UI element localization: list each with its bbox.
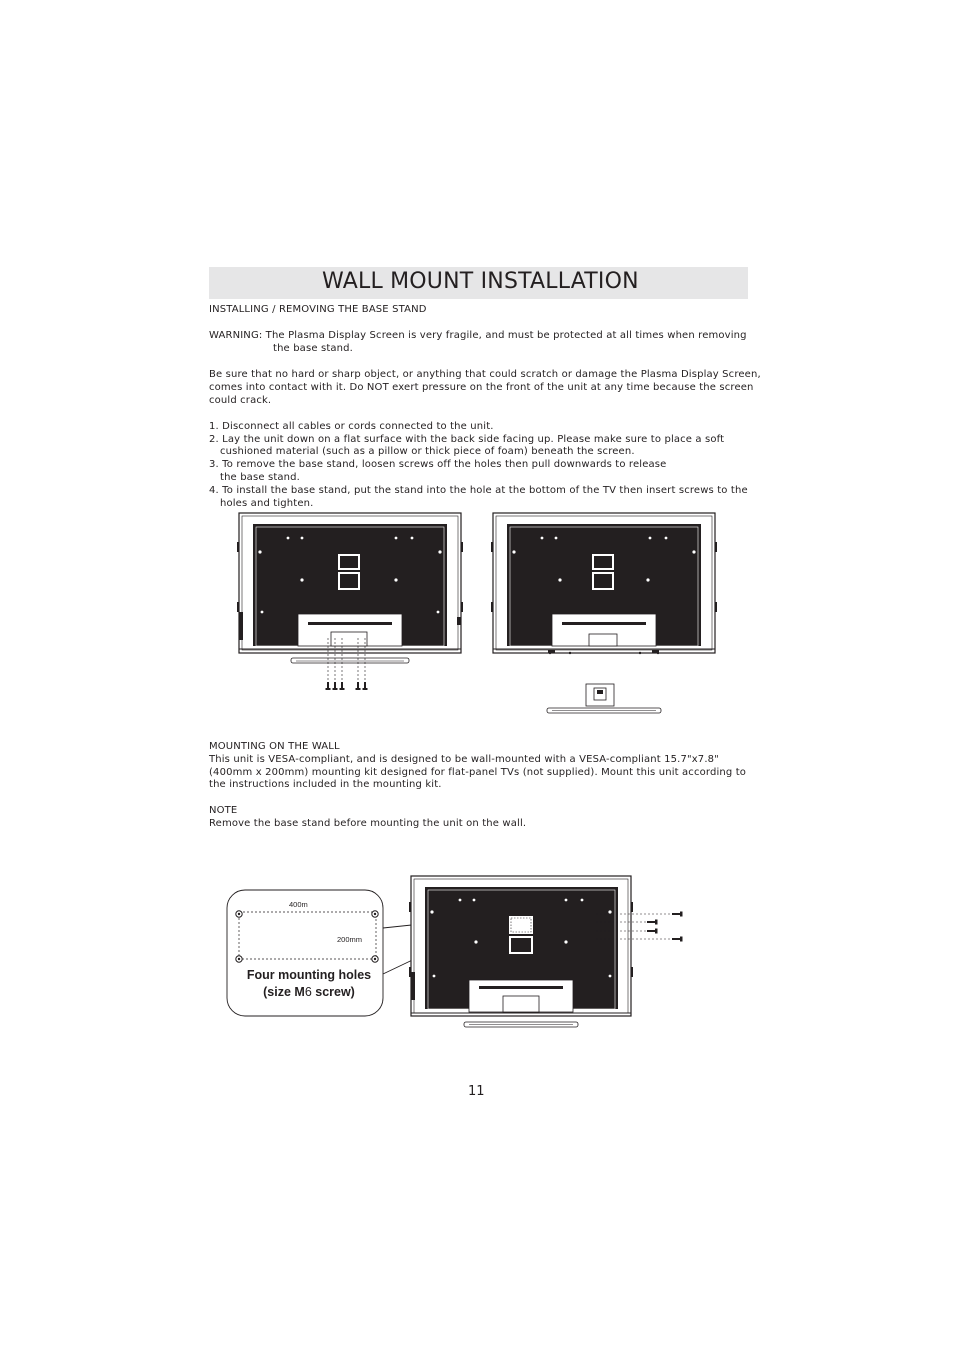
step-2-cont: cushioned material (such as a pillow or thick piece of foam) beneath the screen. [220,446,635,457]
step-4-cont: holes and tighten. [220,498,314,509]
callout-caption-2: (size M6 screw) [263,985,355,999]
caution-line-3: could crack. [209,395,272,406]
warning-line-2: the base stand. [273,343,353,354]
note-text: Remove the base stand before mounting the unit on the wall. [209,818,527,829]
caution-line-1: Be sure that no hard or sharp object, or anything that could scratch or damage the Plasma Display Screen, [209,369,761,380]
note-heading: NOTE [209,805,238,816]
section-heading-wall-mount: MOUNTING ON THE WALL [209,741,340,752]
tv-back-stand-remove-diagram [490,512,718,718]
caution-line-2: comes into contact with it. Do NOT exert pressure on the front of the unit at any time because the screen [209,382,754,393]
page-number: 11 [468,1084,485,1099]
warning-line-1: WARNING: The Plasma Display Screen is very fragile, and must be protected at all times when removing [209,330,747,341]
wall-mount-line-3: the instructions included in the mounting kit. [209,779,442,790]
page-title: WALL MOUNT INSTALLATION [322,269,639,294]
section-heading-base-stand: INSTALLING / REMOVING THE BASE STAND [209,304,427,315]
step-4: 4. To install the base stand, put the stand into the hole at the bottom of the TV then insert screws to the [209,485,748,496]
height-label: 200mm [337,935,363,944]
mounting-holes-diagram [220,872,690,1036]
tv-back-stand-install-diagram [236,512,464,696]
step-2: 2. Lay the unit down on a flat surface with the back side facing up. Please make sure to place a soft [209,434,725,445]
step-3-cont: the base stand. [220,472,300,483]
step-1: 1. Disconnect all cables or cords connected to the unit. [209,421,494,432]
wall-mount-line-2: (400mm x 200mm) mounting kit designed for flat-panel TVs (not supplied). Mount this unit according to [209,767,747,778]
width-label: 400m [289,900,308,909]
step-3: 3. To remove the base stand, loosen screws off the holes then pull downwards to release [209,459,667,470]
wall-mount-line-1: This unit is VESA-compliant, and is designed to be wall-mounted with a VESA-compliant 15.7"x7.8" [209,754,719,765]
callout-caption-1: Four mounting holes [246,968,372,982]
